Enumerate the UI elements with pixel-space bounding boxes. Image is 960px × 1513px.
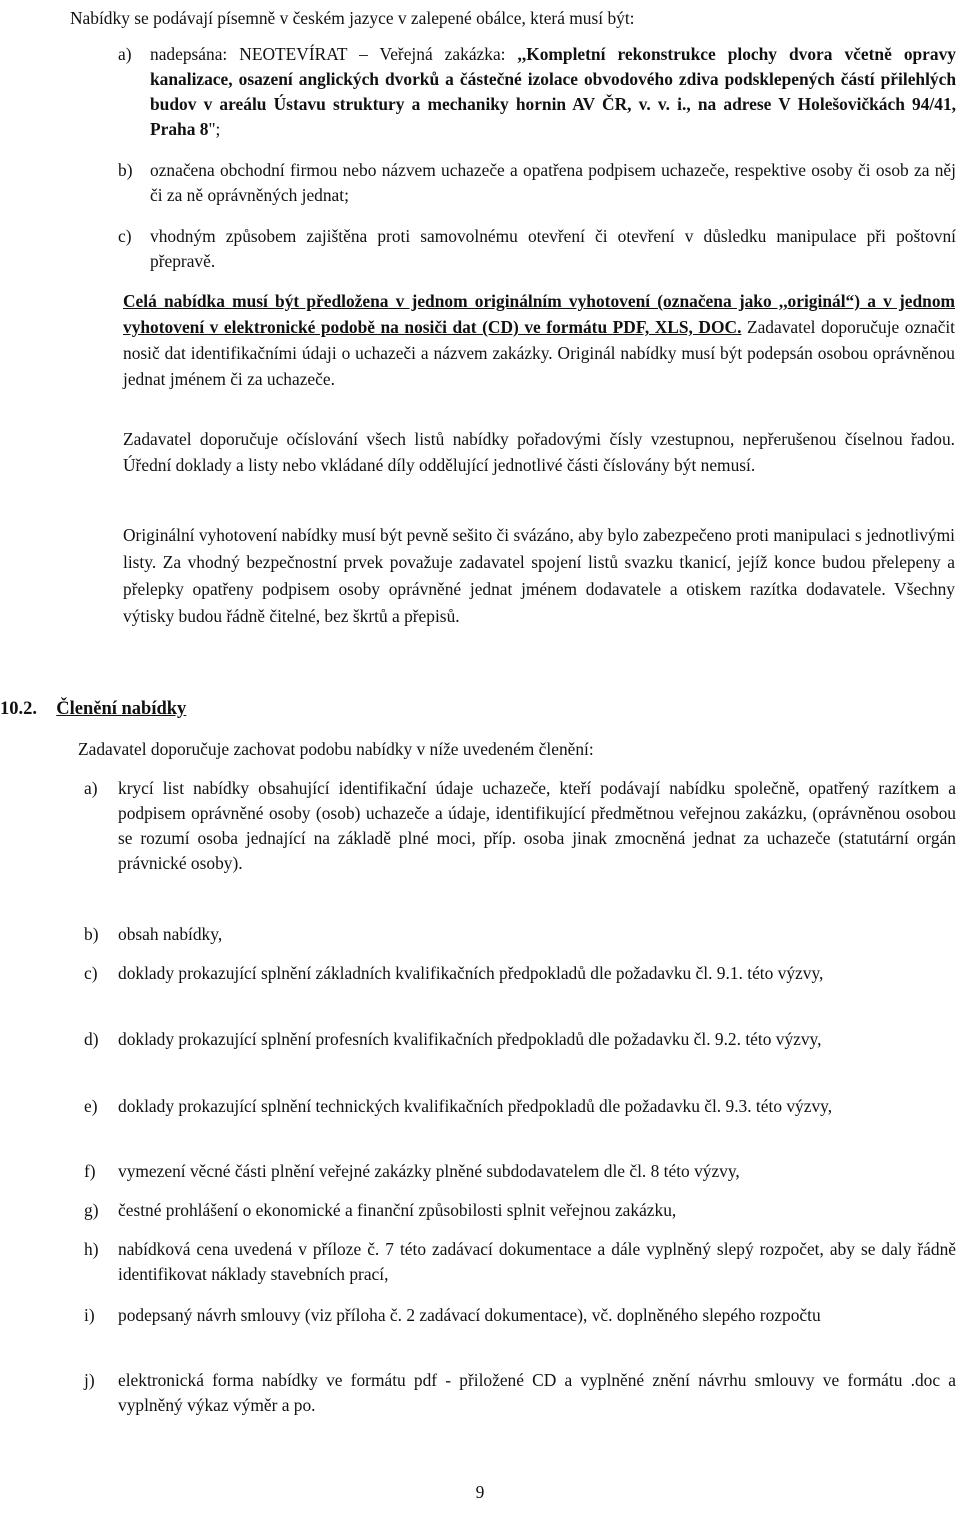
envelope-item-c-label: c)	[118, 226, 132, 246]
structure-item-text: nabídková cena uvedená v příloze č. 7 této zadávací dokumentace a dále vyplněný slepý rozpočet, aby se daly řádně identifikovat náklady stavebních prací,	[118, 1239, 956, 1284]
section-number: 10.2.	[0, 699, 37, 719]
page-number: 9	[475, 1482, 485, 1502]
envelope-item-a-label: a)	[118, 44, 132, 64]
structure-item-text: doklady prokazující splnění profesních kvalifikačních předpokladů dle požadavku čl. 9.2. této výzvy,	[118, 1029, 822, 1049]
structure-item-label: j)	[84, 1370, 95, 1390]
original-copy-paragraph	[123, 288, 955, 392]
structure-item-text: vymezení věcné části plnění veřejné zakázky plněné subdodavatelem dle čl. 8 této výzvy,	[118, 1161, 740, 1181]
envelope-item-a-text	[150, 42, 956, 142]
structure-item-text: doklady prokazující splnění technických kvalifikačních předpokladů dle požadavku čl. 9.3. této výzvy,	[118, 1096, 833, 1116]
structure-item-text: čestné prohlášení o ekonomické a finanční způsobilosti splnit veřejnou zakázku,	[118, 1200, 677, 1220]
structure-item-text: krycí list nabídky obsahující identifikační údaje uchazeče, kteří podávají nabídku společně, opatřený razítkem a podpisem oprávněné osoby (osob) uchazeče a údaje, identifikující předmětnou veřejnou zakázku, (oprávněnou osobou se rozumí osoba jednající na základě plné moci, příp. osoba jinak zmocněná jednat za uchazeče (statutární orgán právnické osoby).	[118, 778, 956, 873]
structure-item-label: h)	[84, 1239, 99, 1259]
envelope-item-b	[118, 158, 956, 208]
structure-item-label: f)	[84, 1161, 96, 1181]
envelope-item-a	[118, 42, 956, 142]
structure-item-e	[84, 1094, 956, 1119]
binding-paragraph: Originální vyhotovení nabídky musí být pevně sešito či svázáno, aby bylo zabezpečeno proti manipulaci s jednotlivými listy. Za vhodný bezpečnostní prvek považuje zadavatel spojení listů svazku tkanicí, jejíž konce budou přelepeny a přelepky opatřeny podpisem osoby oprávněné jednat jménem dodavatele a otiskem razítka dodavatele. Všechny výtisky budou řádně čitelné, bez škrtů a přepisů.	[123, 525, 955, 626]
section-title: Členění nabídky	[56, 699, 187, 719]
structure-item-b	[84, 922, 956, 947]
intro-text: Nabídky se podávají písemně v českém jazyce v zalepené obálce, která musí být:	[70, 8, 635, 28]
envelope-item-b-label: b)	[118, 160, 133, 180]
envelope-item-c	[118, 224, 956, 274]
structure-item-f	[84, 1159, 956, 1184]
structure-item-label: d)	[84, 1029, 99, 1049]
structure-item-i	[84, 1303, 956, 1328]
structure-item-a	[84, 776, 956, 876]
original-copy-requirement: Celá nabídka musí být předložena v jednom originálním vyhotovení (označena jako ,,originál“) a v jednom vyhotovení v elektronické podobě na nosiči dat (CD) ve formátu PDF, XLS, DOC.	[123, 291, 955, 337]
structure-item-g	[84, 1198, 956, 1223]
structure-item-label: c)	[84, 963, 98, 983]
original-copy-rest: Zadavatel doporučuje označit nosič dat identifikačními údaji o uchazeči a názvem zakázky. Originál nabídky musí být podepsán osobou oprávněnou jednat jménem či za uchazeče.	[123, 317, 955, 389]
structure-item-label: i)	[84, 1305, 95, 1325]
structure-item-label: a)	[84, 778, 98, 798]
structure-item-label: b)	[84, 924, 99, 944]
structure-item-text: obsah nabídky,	[118, 924, 223, 944]
structure-item-text: elektronická forma nabídky ve formátu pdf - přiložené CD a vyplněné znění návrhu smlouvy ve formátu .doc a vyplněný výkaz výměr a po.	[118, 1370, 956, 1415]
structure-item-label: e)	[84, 1096, 98, 1116]
structure-item-j	[84, 1368, 956, 1418]
envelope-item-c-text: vhodným způsobem zajištěna proti samovolnému otevření či otevření v důsledku manipulace při poštovní přepravě.	[150, 226, 956, 271]
envelope-a-suffix: ";	[208, 119, 221, 139]
envelope-item-b-text: označena obchodní firmou nebo názvem uchazeče a opatřena podpisem uchazeče, respektive osoby či osob za něj či za ně oprávněných jednat;	[150, 160, 956, 205]
envelope-a-contract-title: ,,Kompletní rekonstrukce plochy dvora včetně opravy kanalizace, osazení anglických dvorků a částečné izolace obvodového zdiva podsklepených částí přilehlých budov v areálu Ústavu struktury a mechaniky hornin AV ČR, v. v. i.	[150, 44, 956, 114]
structure-item-label: g)	[84, 1200, 99, 1220]
structure-item-d	[84, 1027, 956, 1052]
section-heading	[0, 697, 186, 722]
structure-item-text: podepsaný návrh smlouvy (viz příloha č. 2 zadávací dokumentace), vč. doplněného slepého rozpočtu	[118, 1305, 821, 1325]
structure-item-text: doklady prokazující splnění základních kvalifikačních předpokladů dle požadavku čl. 9.1. této výzvy,	[118, 963, 824, 983]
numbering-paragraph: Zadavatel doporučuje očíslování všech listů nabídky pořadovými čísly vzestupnou, nepřerušenou číselnou řadou. Úřední doklady a listy nebo vkládané díly oddělující jednotlivé části číslovány být nemusí.	[123, 429, 955, 475]
structure-item-h	[84, 1237, 956, 1287]
envelope-a-address: , na adrese V Holešovičkách 94/41, Praha 8	[150, 94, 957, 139]
envelope-a-prefix: nadepsána: NEOTEVÍRAT – Veřejná zakázka:	[150, 44, 518, 64]
section-intro: Zadavatel doporučuje zachovat podobu nabídky v níže uvedeném členění:	[78, 739, 594, 759]
structure-item-c	[84, 961, 956, 986]
